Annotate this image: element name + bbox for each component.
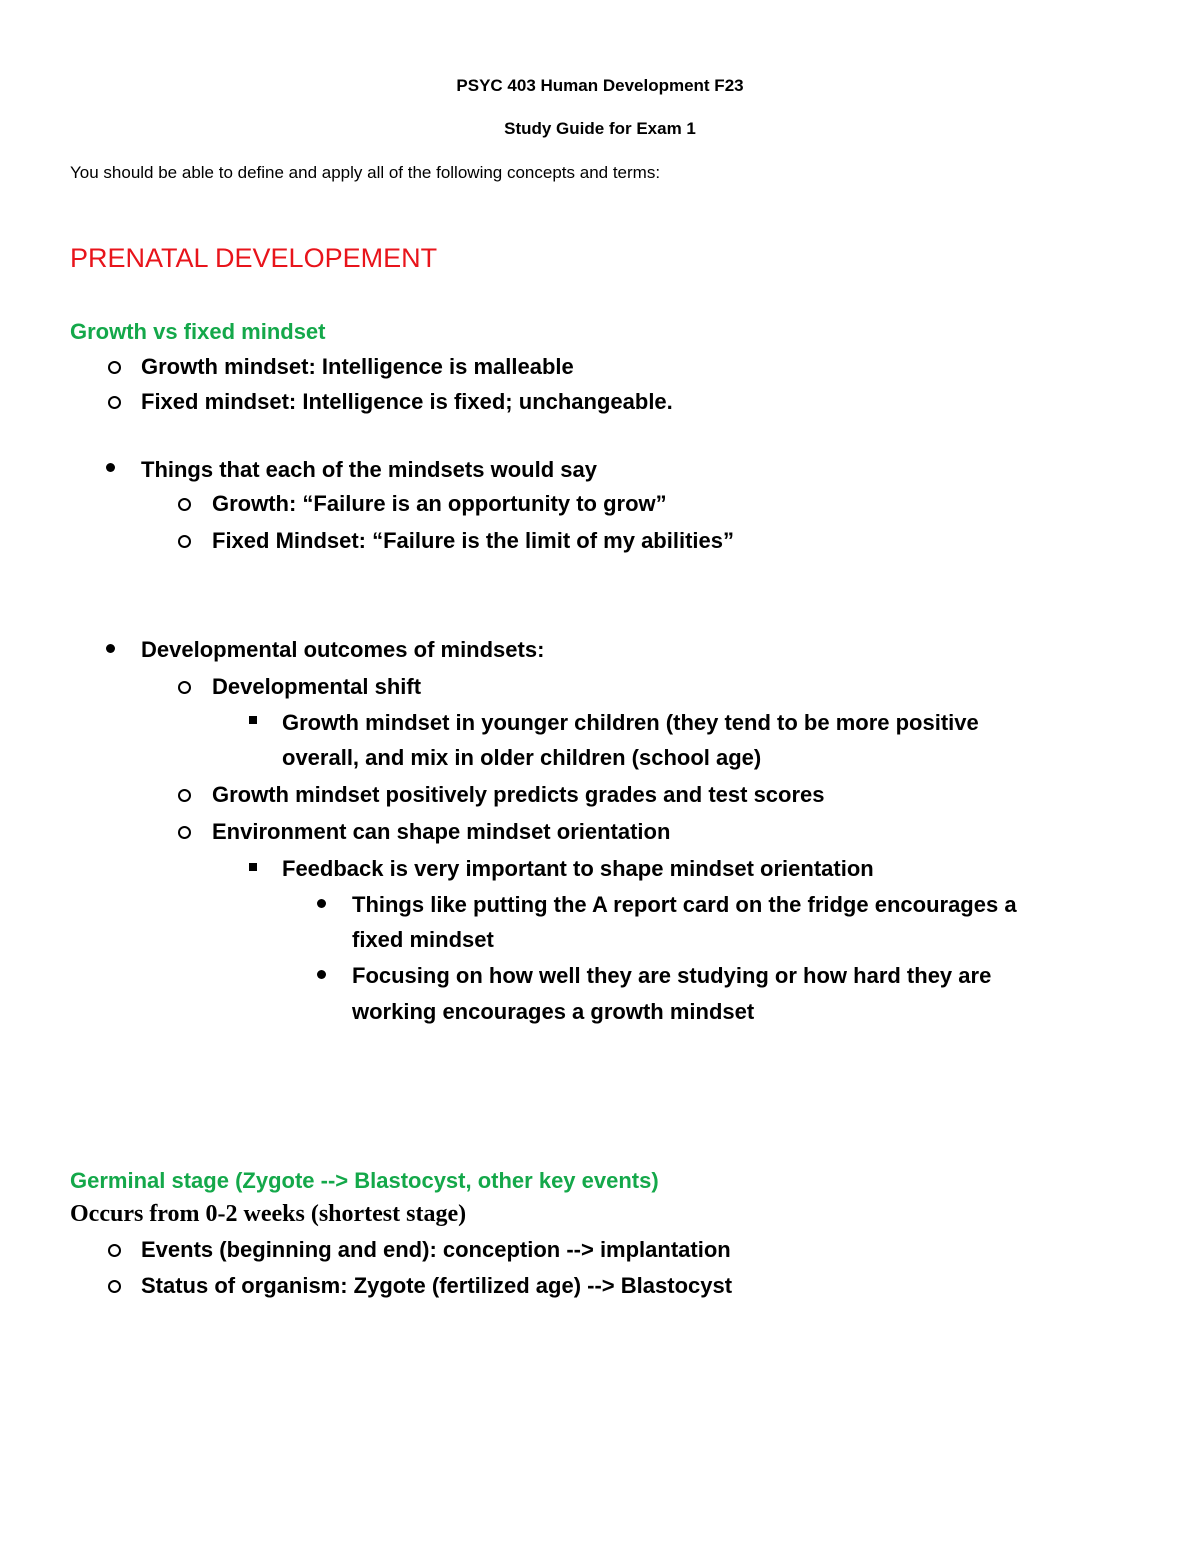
list-item: Developmental shift	[212, 674, 422, 699]
section-title: PRENATAL DEVELOPEMENT	[70, 243, 438, 273]
bullet-icon	[106, 644, 115, 653]
square-bullet-icon	[249, 863, 257, 871]
bullet-icon	[317, 970, 326, 979]
list-item: Things that each of the mindsets would say	[141, 457, 597, 482]
germinal-occurs: Occurs from 0-2 weeks (shortest stage)	[70, 1201, 467, 1227]
circle-icon	[178, 826, 191, 839]
list-item: Fixed Mindset: “Failure is the limit of my abilities”	[212, 528, 734, 553]
bullet-icon	[317, 899, 326, 908]
germinal-heading: Germinal stage (Zygote --> Blastocyst, other key events)	[70, 1168, 659, 1193]
list-item: Events (beginning and end): conception --> implantation	[141, 1237, 731, 1262]
list-item-continuation: overall, and mix in older children (school age)	[282, 745, 762, 770]
list-item: Developmental outcomes of mindsets:	[141, 637, 545, 662]
circle-icon	[178, 498, 191, 511]
circle-icon	[178, 681, 191, 694]
list-item: Focusing on how well they are studying or how hard they are	[352, 963, 992, 988]
circle-icon	[108, 361, 121, 374]
list-item: Growth mindset positively predicts grades and test scores	[212, 782, 825, 807]
intro-text: You should be able to define and apply all of the following concepts and terms:	[70, 163, 661, 182]
square-bullet-icon	[249, 716, 257, 724]
circle-icon	[178, 535, 191, 548]
mindset-heading: Growth vs fixed mindset	[70, 319, 326, 344]
list-item: Growth mindset: Intelligence is malleable	[141, 354, 574, 379]
guide-title: Study Guide for Exam 1	[504, 119, 696, 138]
circle-icon	[108, 1280, 121, 1293]
list-item: Status of organism: Zygote (fertilized age) --> Blastocyst	[141, 1273, 733, 1298]
list-item-continuation: working encourages a growth mindset	[352, 999, 755, 1024]
circle-icon	[178, 789, 191, 802]
list-item: Growth mindset in younger children (they tend to be more positive	[282, 710, 979, 735]
list-item: Fixed mindset: Intelligence is fixed; unchangeable.	[141, 389, 673, 414]
list-item-continuation: fixed mindset	[352, 927, 494, 952]
list-item: Things like putting the A report card on the fridge encourages a	[352, 892, 1017, 917]
course-title: PSYC 403 Human Development F23	[456, 76, 744, 95]
list-item: Growth: “Failure is an opportunity to grow”	[212, 491, 667, 516]
circle-icon	[108, 1244, 121, 1257]
list-item: Environment can shape mindset orientation	[212, 819, 671, 844]
circle-icon	[108, 396, 121, 409]
bullet-icon	[106, 463, 115, 472]
list-item: Feedback is very important to shape mindset orientation	[282, 856, 874, 881]
